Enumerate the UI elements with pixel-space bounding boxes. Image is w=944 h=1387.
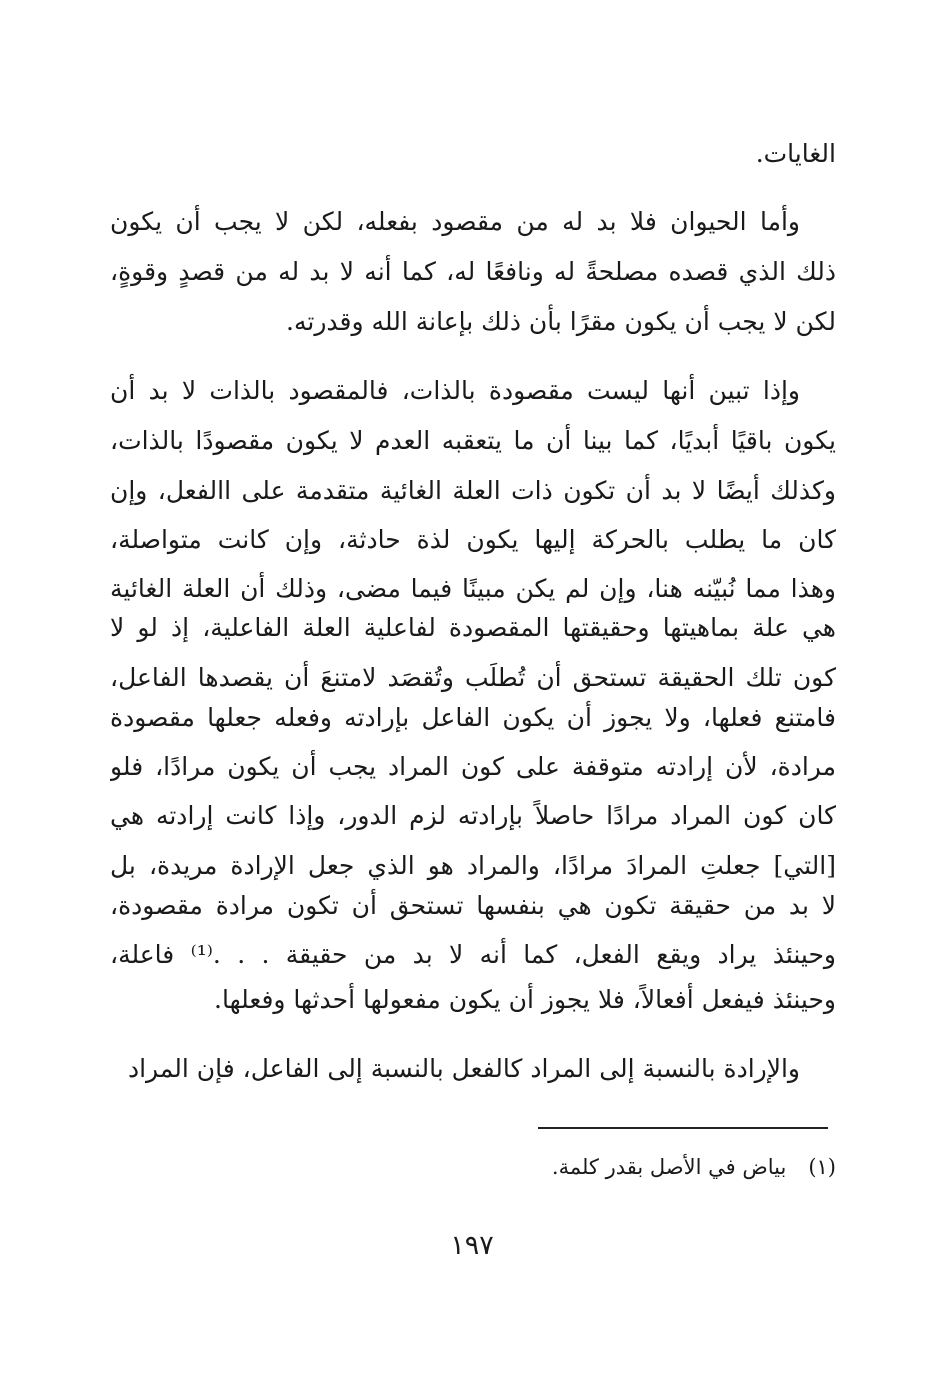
footnote-text: بياض في الأصل بقدر كلمة. — [551, 1155, 787, 1179]
text-line: يكون باقيًا أبديًا، كما بينا أن ما يتعقبه العدم لا يكون مقصودًا بالذات، — [110, 426, 836, 455]
text-line: مرادة، لأن إرادته متوقفة على كون المراد يجب أن يكون مرادًا، فلو — [110, 752, 836, 781]
text-line: [التي] جعلتِ المرادَ مرادًا، والمراد هو الذي جعل الإرادة مريدة، بل — [110, 851, 836, 880]
text-line: والإرادة بالنسبة إلى المراد كالفعل بالنسبة إلى الفاعل، فإن المراد — [127, 1054, 800, 1083]
text-line: وحينئذ فيفعل أفعالاً، فلا يجوز أن يكون مفعولها أحدثها وفعلها. — [214, 985, 836, 1014]
text-line: وإذا تبين أنها ليست مقصودة بالذات، فالمقصود بالذات لا بد أن — [110, 376, 800, 405]
text-line: كون تلك الحقيقة تستحق أن تُطلَب وتُقصَد لامتنعَ أن يقصدها الفاعل، — [110, 663, 836, 692]
page-number: ١٩٧ — [450, 1230, 494, 1261]
text-line: ذلك الذي قصده مصلحةً له ونافعًا له، كما أنه لا بد له من قصدٍ وقوةٍ، — [110, 257, 836, 286]
text-line: فامتنع فعلها، ولا يجوز أن يكون الفاعل بإرادته وفعله جعلها مقصودة — [110, 703, 836, 732]
text-line: لا بد من حقيقة تكون هي بنفسها تستحق أن تكون مرادة مقصودة، — [110, 891, 836, 920]
text-line: وحينئذ يراد ويقع الفعل، كما أنه لا بد من حقيقة . . .⁽¹⁾ فاعلة، — [110, 940, 836, 969]
footnote-number: (١) — [808, 1155, 836, 1179]
text-line: الغايات. — [755, 139, 836, 168]
text-line: لكن لا يجب أن يكون مقرًا بأن ذلك بإعانة الله وقدرته. — [286, 307, 836, 336]
footnote-divider — [538, 1127, 828, 1129]
text-line: كان ما يطلب بالحركة إليها يكون لذة حادثة، وإن كانت متواصلة، — [110, 525, 836, 554]
footnote — [552, 1150, 836, 1184]
text-line: وكذلك أيضًا لا بد أن تكون ذات العلة الغائية متقدمة على االفعل، وإن — [110, 476, 836, 505]
text-line: كان كون المراد مرادًا حاصلاً بإرادته لزم الدور، وإذا كانت إرادته هي — [110, 801, 836, 830]
text-line: وأما الحيوان فلا بد له من مقصود بفعله، لكن لا يجب أن يكون — [110, 207, 800, 236]
text-line: وهذا مما نُبيّنه هنا، وإن لم يكن مبينًا فيما مضى، وذلك أن العلة الغائية — [110, 574, 836, 603]
text-line: هي علة بماهيتها وحقيقتها المقصودة لفاعلية العلة الفاعلية، إذ لو لا — [110, 613, 836, 642]
